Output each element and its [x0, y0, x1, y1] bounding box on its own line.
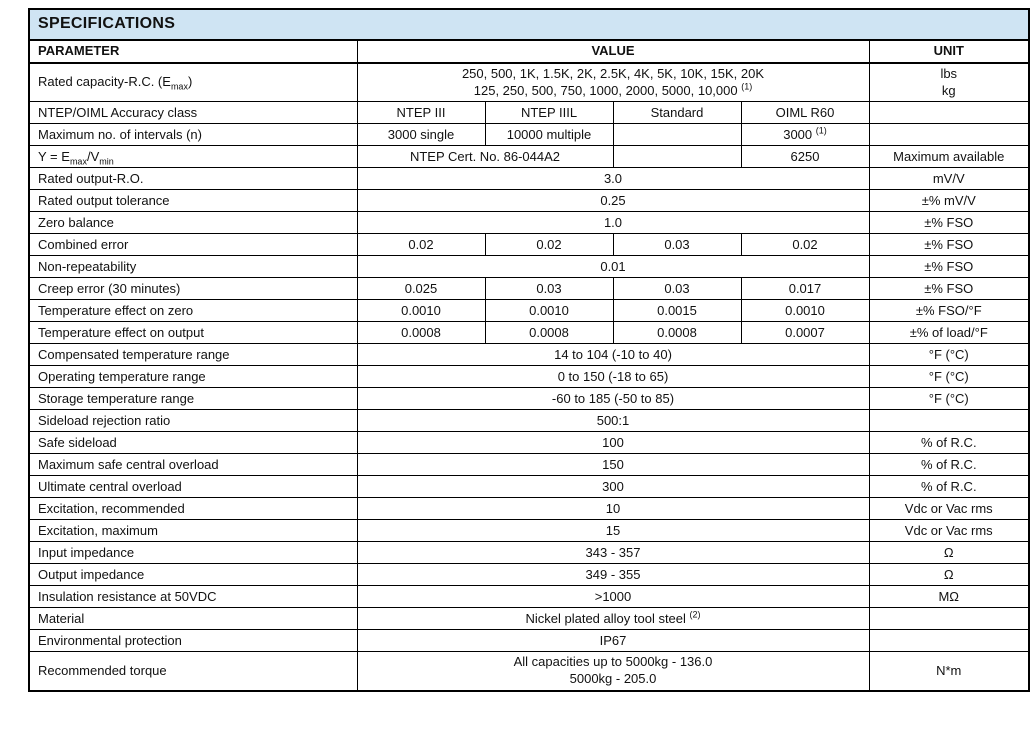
parameter-cell: Ultimate central overload	[29, 476, 357, 498]
parameter-cell: Rated output-R.O.	[29, 168, 357, 190]
parameter-cell: Storage temperature range	[29, 388, 357, 410]
value-cell: OIML R60	[741, 102, 869, 124]
parameter-cell: Insulation resistance at 50VDC	[29, 586, 357, 608]
parameter-cell: Temperature effect on zero	[29, 300, 357, 322]
parameter-cell: Output impedance	[29, 564, 357, 586]
value-cell: 0.03	[613, 234, 741, 256]
parameter-cell: Maximum safe central overload	[29, 454, 357, 476]
value-cell: 0.0008	[357, 322, 485, 344]
unit-cell: Vdc or Vac rms	[869, 520, 1029, 542]
parameter-cell: Maximum no. of intervals (n)	[29, 124, 357, 146]
table-row	[29, 168, 1029, 190]
col-header-value: VALUE	[357, 40, 869, 63]
table-row	[29, 564, 1029, 586]
parameter-cell: Material	[29, 608, 357, 630]
unit-cell	[869, 124, 1029, 146]
unit-cell	[869, 630, 1029, 652]
table-row	[29, 344, 1029, 366]
value-cell: NTEP Cert. No. 86-044A2	[357, 146, 613, 168]
unit-cell: % of R.C.	[869, 454, 1029, 476]
parameter-cell: NTEP/OIML Accuracy class	[29, 102, 357, 124]
parameter-cell: Safe sideload	[29, 432, 357, 454]
table-row	[29, 476, 1029, 498]
unit-cell: ±% FSO	[869, 278, 1029, 300]
value-cell: NTEP IIIL	[485, 102, 613, 124]
value-cell: 500:1	[357, 410, 869, 432]
unit-cell: °F (°C)	[869, 388, 1029, 410]
specifications-table	[28, 8, 1030, 692]
unit-cell: N*m	[869, 652, 1029, 691]
table-row	[29, 124, 1029, 146]
parameter-cell: $Y = E_{max}/V_{min}$	[29, 146, 357, 168]
table-row	[29, 212, 1029, 234]
table-row	[29, 300, 1029, 322]
parameter-cell: Rated capacity-R.C. $(E_{max})$	[29, 63, 357, 102]
value-cell: 10	[357, 498, 869, 520]
value-cell: All capacities up to 5000kg - 136.0 5000kg - 205.0	[357, 652, 869, 691]
parameter-cell: Combined error	[29, 234, 357, 256]
value-cell: 14 to 104 (-10 to 40)	[357, 344, 869, 366]
parameter-cell: Temperature effect on output	[29, 322, 357, 344]
value-cell: 0 to 150 (-18 to 65)	[357, 366, 869, 388]
unit-cell	[869, 102, 1029, 124]
table-row	[29, 102, 1029, 124]
value-cell: 10000 multiple	[485, 124, 613, 146]
value-cell	[613, 124, 741, 146]
table-row	[29, 256, 1029, 278]
table-row	[29, 63, 1029, 102]
value-cell: 343 - 357	[357, 542, 869, 564]
unit-cell: Maximum available	[869, 146, 1029, 168]
value-cell: 0.0010	[741, 300, 869, 322]
parameter-cell: Zero balance	[29, 212, 357, 234]
value-cell: 0.02	[741, 234, 869, 256]
parameter-cell: Recommended torque	[29, 652, 357, 691]
table-row	[29, 146, 1029, 168]
value-cell: -60 to 185 (-50 to 85)	[357, 388, 869, 410]
parameter-cell: Excitation, maximum	[29, 520, 357, 542]
parameter-cell: Environmental protection	[29, 630, 357, 652]
value-cell: 0.02	[485, 234, 613, 256]
value-cell: 300	[357, 476, 869, 498]
table-row	[29, 410, 1029, 432]
unit-cell: ±% mV/V	[869, 190, 1029, 212]
value-cell: 0.25	[357, 190, 869, 212]
parameter-cell: Input impedance	[29, 542, 357, 564]
value-cell: IP67	[357, 630, 869, 652]
value-cell: 3000 $^{(1)}$	[741, 124, 869, 146]
table-row	[29, 520, 1029, 542]
unit-cell: lbs kg	[869, 63, 1029, 102]
unit-cell: Vdc or Vac rms	[869, 498, 1029, 520]
unit-cell: ±% FSO	[869, 212, 1029, 234]
table-row	[29, 366, 1029, 388]
value-cell: 0.02	[357, 234, 485, 256]
table-row	[29, 432, 1029, 454]
unit-cell: ±% FSO	[869, 256, 1029, 278]
value-cell: >1000	[357, 586, 869, 608]
table-row	[29, 278, 1029, 300]
value-cell: Standard	[613, 102, 741, 124]
unit-cell: °F (°C)	[869, 366, 1029, 388]
unit-cell	[869, 410, 1029, 432]
col-header-unit: UNIT	[869, 40, 1029, 63]
parameter-cell: Compensated temperature range	[29, 344, 357, 366]
table-row	[29, 608, 1029, 630]
table-row	[29, 388, 1029, 410]
unit-cell: ±% of load/°F	[869, 322, 1029, 344]
unit-cell: mV/V	[869, 168, 1029, 190]
parameter-cell: Non-repeatability	[29, 256, 357, 278]
value-cell: 0.017	[741, 278, 869, 300]
unit-cell: °F (°C)	[869, 344, 1029, 366]
value-cell: 250, 500, 1K, 1.5K, 2K, 2.5K, 4K, 5K, 10K, 15K, 20K 125, 250, 500, 750, 1000, 2000, 5000, 10,000 $^{(1)}$	[357, 63, 869, 102]
column-header-row	[29, 40, 1029, 63]
unit-cell: ±% FSO/°F	[869, 300, 1029, 322]
unit-cell: % of R.C.	[869, 432, 1029, 454]
unit-cell: MΩ	[869, 586, 1029, 608]
value-cell: 349 - 355	[357, 564, 869, 586]
value-cell: 0.01	[357, 256, 869, 278]
value-cell: 0.0015	[613, 300, 741, 322]
unit-cell	[869, 608, 1029, 630]
value-cell: NTEP III	[357, 102, 485, 124]
value-cell: Nickel plated alloy tool steel $^{(2)}$	[357, 608, 869, 630]
value-cell: 0.0008	[613, 322, 741, 344]
parameter-cell: Sideload rejection ratio	[29, 410, 357, 432]
value-cell: 15	[357, 520, 869, 542]
value-cell: 0.03	[613, 278, 741, 300]
value-cell: 150	[357, 454, 869, 476]
table-row	[29, 454, 1029, 476]
col-header-parameter: PARAMETER	[29, 40, 357, 63]
table-row	[29, 542, 1029, 564]
unit-cell: Ω	[869, 542, 1029, 564]
table-title: SPECIFICATIONS	[29, 9, 1029, 40]
value-cell: 100	[357, 432, 869, 454]
value-cell	[613, 146, 741, 168]
parameter-cell: Excitation, recommended	[29, 498, 357, 520]
table-row	[29, 498, 1029, 520]
value-cell: 6250	[741, 146, 869, 168]
parameter-cell: Operating temperature range	[29, 366, 357, 388]
value-cell: 3.0	[357, 168, 869, 190]
value-cell: 3000 single	[357, 124, 485, 146]
table-row	[29, 586, 1029, 608]
parameter-cell: Creep error (30 minutes)	[29, 278, 357, 300]
table-row	[29, 652, 1029, 691]
parameter-cell: Rated output tolerance	[29, 190, 357, 212]
unit-cell: Ω	[869, 564, 1029, 586]
value-cell: 0.0010	[357, 300, 485, 322]
unit-cell: ±% FSO	[869, 234, 1029, 256]
value-cell: 0.025	[357, 278, 485, 300]
table-body	[29, 63, 1029, 692]
unit-cell: % of R.C.	[869, 476, 1029, 498]
table-title-row	[29, 9, 1029, 40]
value-cell: 0.03	[485, 278, 613, 300]
value-cell: 0.0007	[741, 322, 869, 344]
value-cell: 1.0	[357, 212, 869, 234]
table-row	[29, 234, 1029, 256]
table-row	[29, 190, 1029, 212]
value-cell: 0.0008	[485, 322, 613, 344]
table-row	[29, 630, 1029, 652]
table-row	[29, 322, 1029, 344]
value-cell: 0.0010	[485, 300, 613, 322]
